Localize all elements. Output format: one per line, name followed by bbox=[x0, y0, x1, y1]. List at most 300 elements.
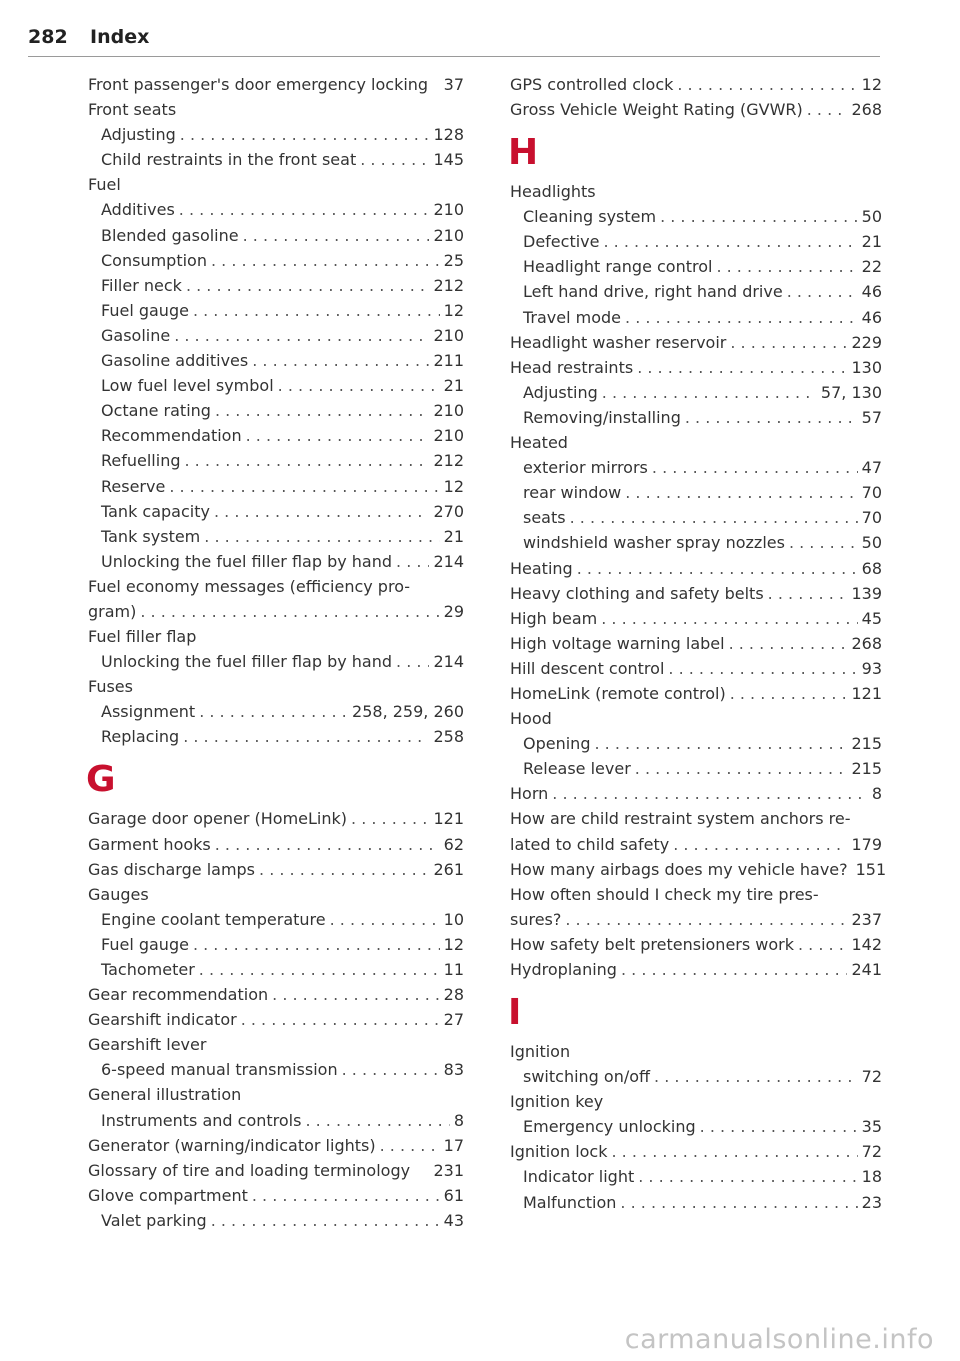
page-reference: 210 bbox=[433, 401, 464, 421]
page-reference: 212 bbox=[433, 275, 464, 295]
page-reference: 70 bbox=[861, 483, 882, 503]
index-subentry bbox=[510, 208, 882, 226]
page-reference: 50 bbox=[861, 533, 882, 553]
page-reference: 8 bbox=[871, 784, 882, 804]
index-entry bbox=[88, 1137, 464, 1155]
page-reference: 128 bbox=[433, 125, 464, 145]
leader-dots bbox=[305, 1112, 449, 1130]
leader-dots bbox=[673, 836, 847, 854]
leader-dots bbox=[700, 1118, 858, 1136]
entry-term: Gearshift indicator bbox=[88, 1010, 237, 1030]
entry-term: rear window bbox=[523, 483, 622, 503]
page-reference: 27 bbox=[443, 1010, 464, 1030]
index-subentry bbox=[88, 703, 464, 721]
entry-term: Gear recommendation bbox=[88, 985, 269, 1005]
page-reference: 210 bbox=[433, 200, 464, 220]
entry-term: sures? bbox=[510, 909, 562, 929]
leader-dots bbox=[243, 227, 430, 245]
leader-dots bbox=[625, 309, 858, 327]
page-reference: 72 bbox=[861, 1142, 882, 1162]
entry-term: Fuel economy messages (efficiency pro- bbox=[88, 576, 411, 596]
entry-term: exterior mirrors bbox=[523, 458, 648, 478]
index-entry bbox=[88, 836, 464, 854]
leader-dots bbox=[351, 810, 429, 828]
leader-dots bbox=[668, 660, 857, 678]
index-subentry bbox=[88, 503, 464, 521]
entry-term: Unlocking the fuel filler flap by hand bbox=[101, 652, 393, 672]
entry-term: Headlights bbox=[510, 182, 596, 202]
page-reference: 8 bbox=[453, 1110, 464, 1130]
index-subentry bbox=[510, 1118, 882, 1136]
leader-dots bbox=[183, 728, 429, 746]
leader-dots bbox=[552, 785, 868, 803]
section-letter-i: I bbox=[508, 992, 522, 1033]
index-subentry bbox=[510, 283, 882, 301]
entry-term: Gasoline bbox=[101, 325, 171, 345]
leader-dots bbox=[174, 327, 429, 345]
entry-term: Ignition bbox=[510, 1042, 571, 1061]
leader-dots bbox=[199, 961, 440, 979]
index-entry bbox=[88, 1162, 464, 1180]
leader-dots bbox=[215, 402, 430, 420]
page-reference: 214 bbox=[433, 551, 464, 571]
page-reference: 17 bbox=[443, 1135, 464, 1155]
leader-dots bbox=[252, 1187, 440, 1205]
entry-term: High beam bbox=[510, 608, 598, 628]
entry-term: Fuel gauge bbox=[101, 300, 189, 320]
page-header bbox=[28, 24, 880, 57]
section-letter-g: G bbox=[86, 759, 116, 801]
index-subentry bbox=[510, 258, 882, 276]
leader-dots bbox=[241, 1011, 440, 1029]
entry-term: Horn bbox=[510, 784, 549, 804]
page-reference: 211 bbox=[433, 351, 464, 371]
index-entry bbox=[510, 76, 882, 94]
leader-dots bbox=[211, 252, 440, 270]
entry-term: Garage door opener (HomeLink) bbox=[88, 809, 348, 829]
index-entry bbox=[510, 334, 882, 352]
leader-dots bbox=[603, 233, 857, 251]
entry-term: Gauges bbox=[88, 884, 149, 904]
page-reference: 57, 130 bbox=[820, 382, 882, 402]
index-entry bbox=[88, 678, 464, 696]
page-reference: 12 bbox=[443, 476, 464, 496]
index-entry bbox=[510, 585, 882, 603]
index-entry bbox=[88, 176, 464, 194]
index-subentry bbox=[88, 252, 464, 270]
page-reference: 37 bbox=[443, 75, 464, 94]
entry-term: Consumption bbox=[101, 250, 207, 270]
page-reference: 23 bbox=[861, 1192, 882, 1212]
entry-term: windshield washer spray nozzles bbox=[523, 533, 785, 553]
entry-term: Ignition lock bbox=[510, 1142, 608, 1162]
index-column-right bbox=[508, 75, 887, 1219]
index-entry bbox=[510, 101, 882, 119]
leader-dots bbox=[730, 685, 848, 703]
entry-term: gram) bbox=[88, 601, 137, 621]
page-reference: 57 bbox=[861, 407, 882, 427]
index-entry bbox=[510, 1143, 882, 1161]
page-reference: 35 bbox=[861, 1117, 882, 1137]
page-reference: 151 bbox=[855, 859, 887, 879]
page-reference: 45 bbox=[861, 608, 882, 628]
page-reference: 70 bbox=[861, 508, 882, 528]
index-entry bbox=[510, 936, 882, 954]
entry-term: Glossary of tire and loading terminology bbox=[88, 1160, 411, 1180]
index-subentry bbox=[510, 760, 882, 778]
entry-term: Opening bbox=[523, 734, 591, 754]
leader-dots bbox=[360, 151, 429, 169]
index-subentry bbox=[510, 309, 882, 327]
page-reference: 268 bbox=[851, 633, 882, 653]
page-reference: 121 bbox=[851, 683, 882, 703]
entry-term: Gross Vehicle Weight Rating (GVWR) bbox=[510, 100, 803, 120]
page-reference: 214 bbox=[433, 652, 464, 672]
index-entry bbox=[510, 434, 882, 452]
leader-dots bbox=[180, 126, 430, 144]
entry-term: Tank capacity bbox=[101, 501, 210, 521]
entry-term: Front passenger's door emergency locking bbox=[88, 75, 429, 94]
page-reference: 93 bbox=[861, 658, 882, 678]
page-reference: 215 bbox=[851, 759, 882, 779]
entry-term: Octane rating bbox=[101, 401, 211, 421]
leader-dots bbox=[252, 352, 429, 370]
leader-dots bbox=[215, 836, 440, 854]
index-entry bbox=[510, 810, 882, 828]
index-subentry bbox=[510, 484, 882, 502]
entry-term: HomeLink (remote control) bbox=[510, 683, 726, 703]
leader-dots bbox=[204, 528, 439, 546]
entry-term: Tachometer bbox=[101, 960, 195, 979]
index-entry bbox=[88, 101, 464, 119]
leader-dots bbox=[635, 760, 848, 778]
leader-dots bbox=[638, 1168, 857, 1186]
page-reference: 270 bbox=[433, 501, 464, 521]
page-reference: 68 bbox=[861, 558, 882, 578]
page-reference: 11 bbox=[443, 960, 464, 979]
entry-term: Low fuel level symbol bbox=[101, 376, 274, 396]
page-reference: 130 bbox=[851, 357, 882, 377]
leader-dots bbox=[396, 553, 429, 571]
page-reference: 229 bbox=[851, 332, 882, 352]
entry-term: How often should I check my tire pres- bbox=[510, 884, 819, 904]
leader-dots bbox=[768, 585, 848, 603]
index-entry bbox=[510, 359, 882, 377]
index-subentry bbox=[88, 653, 464, 671]
entry-term: How safety belt pretensioners work bbox=[510, 934, 794, 954]
entry-term: Hydroplaning bbox=[510, 960, 617, 979]
index-subentry bbox=[88, 427, 464, 445]
page-reference: 62 bbox=[443, 834, 464, 854]
section-letter-h: H bbox=[508, 132, 539, 174]
leader-dots bbox=[716, 258, 857, 276]
leader-dots bbox=[685, 409, 858, 427]
leader-dots bbox=[625, 484, 857, 502]
page-reference: 268 bbox=[851, 100, 882, 120]
entry-term: Replacing bbox=[101, 727, 180, 747]
leader-dots bbox=[798, 936, 847, 954]
page-reference: 179 bbox=[851, 834, 882, 854]
page-reference: 258 bbox=[433, 727, 464, 747]
entry-term: Fuel gauge bbox=[101, 934, 189, 954]
index-subentry bbox=[510, 735, 882, 753]
leader-dots bbox=[169, 478, 439, 496]
entry-term: Cleaning system bbox=[523, 207, 657, 227]
index-entry bbox=[510, 560, 882, 578]
leader-dots bbox=[594, 735, 847, 753]
leader-dots bbox=[185, 452, 430, 470]
entry-term: Reserve bbox=[101, 476, 166, 496]
page-title: Index bbox=[90, 26, 150, 48]
page-reference: 18 bbox=[861, 1167, 882, 1187]
index-column-left bbox=[88, 76, 464, 1237]
index-entry bbox=[510, 785, 882, 803]
leader-dots bbox=[211, 1212, 440, 1230]
page-reference: 12 bbox=[443, 934, 464, 954]
leader-dots bbox=[789, 534, 858, 552]
index-entry bbox=[88, 1187, 464, 1205]
index-entry bbox=[510, 1093, 882, 1111]
entry-term: General illustration bbox=[88, 1085, 242, 1105]
index-subentry bbox=[88, 151, 464, 169]
index-entry bbox=[88, 578, 464, 596]
index-subentry bbox=[88, 478, 464, 496]
entry-term: Travel mode bbox=[523, 307, 622, 327]
leader-dots bbox=[140, 603, 439, 621]
index-subentry bbox=[88, 728, 464, 746]
entry-term: Tank system bbox=[101, 526, 201, 546]
index-subentry bbox=[88, 126, 464, 144]
page-reference: 43 bbox=[443, 1210, 464, 1230]
entry-term: How many airbags does my vehicle have? bbox=[510, 859, 848, 879]
watermark: carmanualsonline.info bbox=[624, 1324, 934, 1355]
leader-dots bbox=[193, 302, 440, 320]
index-subentry bbox=[88, 327, 464, 345]
leader-dots bbox=[214, 503, 429, 521]
index-entry bbox=[510, 183, 882, 201]
index-subentry bbox=[88, 1061, 464, 1079]
entry-term: Gearshift lever bbox=[88, 1035, 207, 1055]
index-entry bbox=[88, 886, 464, 904]
entry-term: Glove compartment bbox=[88, 1185, 248, 1205]
page-reference: 46 bbox=[861, 282, 882, 302]
index-entry bbox=[510, 836, 882, 854]
leader-dots bbox=[278, 377, 440, 395]
index-subentry bbox=[88, 277, 464, 295]
page-reference: 210 bbox=[433, 426, 464, 446]
leader-dots bbox=[565, 911, 847, 929]
entry-term: lated to child safety bbox=[510, 834, 670, 854]
index-subentry bbox=[510, 1168, 882, 1186]
index-subentry bbox=[88, 452, 464, 470]
entry-term: Unlocking the fuel filler flap by hand bbox=[101, 551, 393, 571]
index-entry bbox=[510, 710, 882, 728]
leader-dots bbox=[807, 101, 848, 119]
entry-term: Indicator light bbox=[523, 1167, 635, 1187]
leader-dots bbox=[612, 1143, 858, 1161]
entry-term: Headlight range control bbox=[523, 257, 713, 277]
entry-term: Heated bbox=[510, 433, 568, 453]
page-reference: 21 bbox=[861, 232, 882, 252]
leader-dots bbox=[730, 334, 847, 352]
entry-term: Blended gasoline bbox=[101, 225, 239, 245]
index-subentry bbox=[88, 302, 464, 320]
index-entry bbox=[510, 911, 882, 929]
index-subentry bbox=[88, 1212, 464, 1230]
leader-dots bbox=[620, 1194, 857, 1212]
entry-term: High voltage warning label bbox=[510, 633, 725, 653]
page-reference: 21 bbox=[443, 526, 464, 546]
entry-term: Filler neck bbox=[101, 275, 182, 295]
leader-dots bbox=[272, 986, 440, 1004]
leader-dots bbox=[601, 610, 857, 628]
leader-dots bbox=[652, 459, 858, 477]
leader-dots bbox=[637, 359, 847, 377]
entry-term: 6-speed manual transmission bbox=[101, 1060, 338, 1080]
index-entry bbox=[88, 1036, 464, 1054]
page-reference: 241 bbox=[851, 960, 882, 979]
page-reference: 61 bbox=[443, 1185, 464, 1205]
index-subentry bbox=[88, 936, 464, 954]
page-reference: 12 bbox=[861, 75, 882, 94]
entry-term: Headlight washer reservoir bbox=[510, 332, 727, 352]
index-subentry bbox=[88, 352, 464, 370]
page-reference: 21 bbox=[443, 376, 464, 396]
index-subentry bbox=[510, 1068, 882, 1086]
entry-term: Adjusting bbox=[101, 125, 176, 145]
page-reference: 46 bbox=[861, 307, 882, 327]
index-subentry bbox=[88, 201, 464, 219]
page-reference: 142 bbox=[851, 934, 882, 954]
entry-term: Heating bbox=[510, 558, 573, 578]
page-reference: 25 bbox=[443, 250, 464, 270]
entry-term: Gasoline additives bbox=[101, 351, 249, 371]
index-subentry bbox=[510, 233, 882, 251]
entry-term: Gas discharge lamps bbox=[88, 859, 256, 879]
page-reference: 258, 259, 260 bbox=[352, 702, 464, 722]
index-entry bbox=[510, 886, 882, 904]
index-subentry bbox=[510, 384, 882, 402]
entry-term: How are child restraint system anchors re- bbox=[510, 809, 851, 829]
index-entry bbox=[88, 1086, 464, 1104]
index-entry bbox=[88, 76, 464, 94]
index-subentry bbox=[88, 553, 464, 571]
leader-dots bbox=[342, 1061, 440, 1079]
index-subentry bbox=[510, 1194, 882, 1212]
leader-dots bbox=[179, 201, 430, 219]
index-subentry bbox=[88, 402, 464, 420]
entry-term: Defective bbox=[523, 232, 600, 252]
index-entry bbox=[88, 986, 464, 1004]
index-entry bbox=[88, 1011, 464, 1029]
leader-dots bbox=[396, 653, 429, 671]
entry-term: Assignment bbox=[101, 702, 196, 722]
entry-term: Instruments and controls bbox=[101, 1110, 302, 1130]
index-subentry bbox=[88, 911, 464, 929]
entry-term: Removing/installing bbox=[523, 407, 681, 427]
page-reference: 210 bbox=[433, 225, 464, 245]
index-entry bbox=[88, 603, 464, 621]
page-reference: 145 bbox=[433, 150, 464, 170]
index-entry bbox=[510, 859, 887, 879]
page-number: 282 bbox=[28, 26, 68, 48]
entry-term: Fuel bbox=[88, 175, 121, 195]
entry-term: Refuelling bbox=[101, 451, 181, 471]
leader-dots bbox=[193, 936, 440, 954]
entry-term: Recommendation bbox=[101, 426, 242, 446]
entry-term: Child restraints in the front seat bbox=[101, 150, 357, 170]
leader-dots bbox=[577, 560, 858, 578]
page-reference: 83 bbox=[443, 1060, 464, 1080]
index-subentry bbox=[88, 377, 464, 395]
entry-term: Fuel filler flap bbox=[88, 627, 197, 647]
entry-term: Head restraints bbox=[510, 357, 634, 377]
page-reference: 22 bbox=[861, 257, 882, 277]
index-entry bbox=[88, 628, 464, 646]
leader-dots bbox=[259, 861, 429, 879]
entry-term: Adjusting bbox=[523, 382, 598, 402]
leader-dots bbox=[186, 277, 430, 295]
page-reference: 231 bbox=[433, 1160, 464, 1180]
leader-dots bbox=[246, 427, 430, 445]
page-reference: 210 bbox=[433, 325, 464, 345]
index-entry bbox=[510, 660, 882, 678]
entry-term: GPS controlled clock bbox=[510, 75, 674, 94]
index-subentry bbox=[88, 1112, 464, 1130]
index-subentry bbox=[88, 961, 464, 979]
index-subentry bbox=[88, 528, 464, 546]
entry-term: Hood bbox=[510, 709, 552, 729]
index-entry bbox=[510, 685, 882, 703]
page-reference: 50 bbox=[861, 207, 882, 227]
leader-dots bbox=[654, 1068, 858, 1086]
index-subentry bbox=[88, 227, 464, 245]
leader-dots bbox=[570, 509, 858, 527]
index-entry bbox=[88, 861, 464, 879]
leader-dots bbox=[660, 208, 858, 226]
page-reference: 212 bbox=[433, 451, 464, 471]
entry-term: Emergency unlocking bbox=[523, 1117, 696, 1137]
index-entry bbox=[510, 610, 882, 628]
entry-term: Fuses bbox=[88, 677, 133, 697]
index-entry bbox=[510, 1043, 882, 1061]
leader-dots bbox=[677, 76, 857, 94]
page-reference: 72 bbox=[861, 1067, 882, 1087]
index-subentry bbox=[510, 409, 882, 427]
entry-term: Additives bbox=[101, 200, 175, 220]
entry-term: switching on/off bbox=[523, 1067, 651, 1087]
index-entry bbox=[88, 810, 464, 828]
index-entry bbox=[510, 961, 882, 979]
entry-term: Malfunction bbox=[523, 1192, 617, 1212]
entry-term: Release lever bbox=[523, 759, 631, 779]
entry-term: Engine coolant temperature bbox=[101, 909, 326, 929]
index-subentry bbox=[510, 534, 882, 552]
page-reference: 10 bbox=[443, 909, 464, 929]
page-reference: 29 bbox=[443, 601, 464, 621]
page-reference: 47 bbox=[861, 458, 882, 478]
entry-term: Ignition key bbox=[510, 1092, 604, 1112]
page-reference: 139 bbox=[851, 583, 882, 603]
page-reference: 215 bbox=[851, 734, 882, 754]
entry-term: Heavy clothing and safety belts bbox=[510, 583, 764, 603]
index-subentry bbox=[510, 459, 882, 477]
page-reference: 237 bbox=[851, 909, 882, 929]
leader-dots bbox=[787, 283, 858, 301]
entry-term: Front seats bbox=[88, 100, 177, 120]
leader-dots bbox=[380, 1137, 440, 1155]
index-subentry bbox=[510, 509, 882, 527]
